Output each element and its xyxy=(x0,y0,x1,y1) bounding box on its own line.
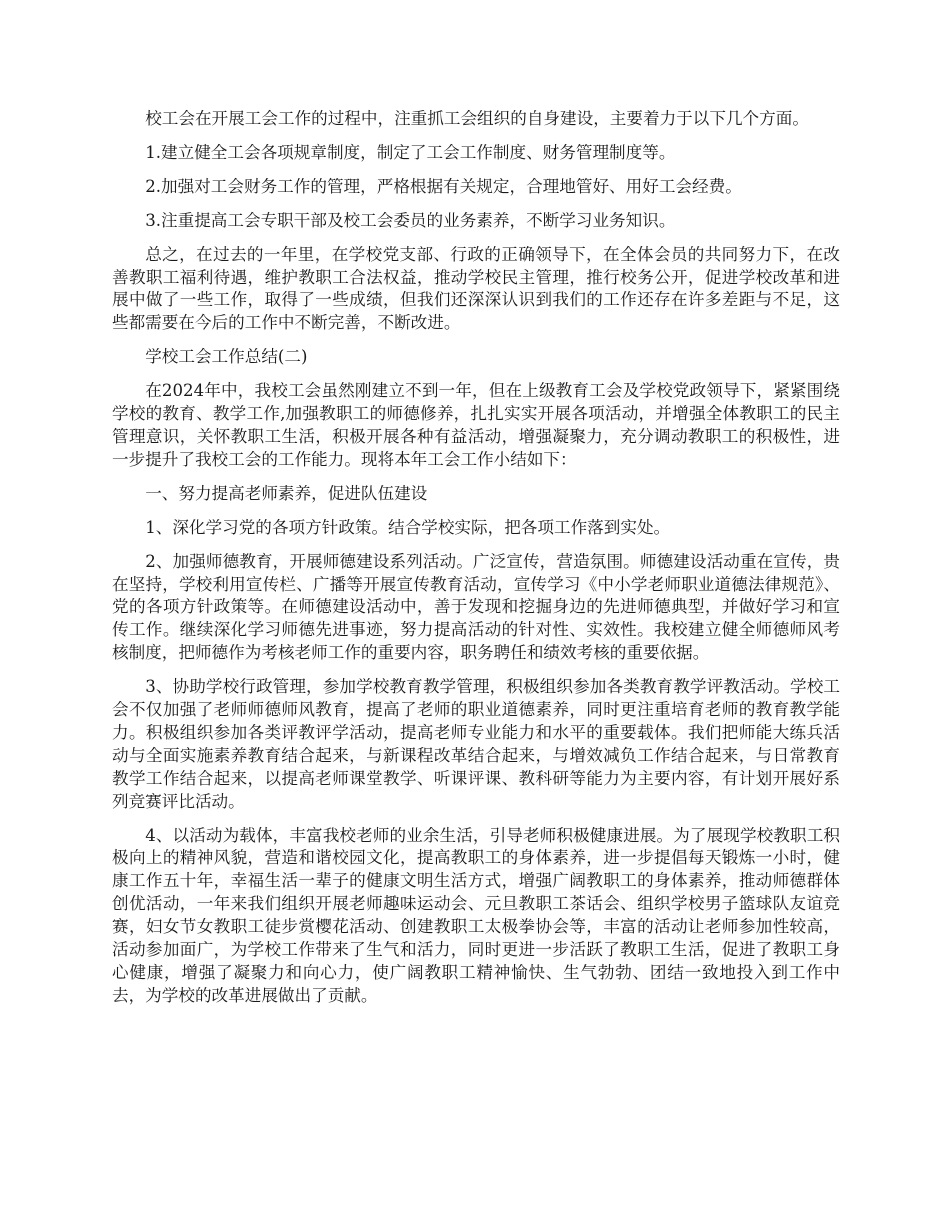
document-body xyxy=(112,108,840,1019)
paragraph-item-1: 1.建立健全工会各项规章制度，制定了工会工作制度、财务管理制度等。 xyxy=(145,142,676,162)
subsection-heading-1: 一、努力提高老师素养，促进队伍建设 xyxy=(145,483,428,503)
paragraph-point-1: 1、深化学习党的各项方针政策。结合学校实际，把各项工作落到实处。 xyxy=(145,517,671,537)
paragraph-summary-intro: 在2024年中，我校工会虽然刚建立不到一年，但在上级教育工会及学校党政领导下，紧紧围绕学校的教育、教学工作,加强教职工的师德修养，扎扎实实开展各项活动，并增强全体教职工的民主管理意识，关怀教职工生活，积极开展各种有益活动，增强凝聚力，充分调动教职工的积极性，进一步提升了我校工会的工作能力。现将本年工会工作小结如下： xyxy=(112,381,840,469)
paragraph-item-2: 2.加强对工会财务工作的管理，严格根据有关规定，合理地管好、用好工会经费。 xyxy=(145,176,742,196)
section-heading-2: 学校工会工作总结(二) xyxy=(145,347,308,367)
paragraph-point-3: 3、协助学校行政管理，参加学校教育教学管理，积极组织参加各类教育教学评教活动。学校工会不仅加强了老师师德师风教育，提高了老师的职业道德素养，同时更注重培育老师的教育教学能力。积极组织参加各类评教评学活动，提高老师专业能力和水平的重要载体。我们把师能大练兵活动与全面实施素养教育结合起来，与新课程改革结合起来，与增效减负工作结合起来，与日常教育教学工作结合起来，以提高老师课堂教学、听课评课、教科研等能力为主要内容，有计划开展好系列竞赛评比活动。 xyxy=(112,677,840,811)
paragraph-conclusion: 总之，在过去的一年里，在学校党支部、行政的正确领导下，在全体会员的共同努力下，在改善教职工福利待遇，维护教职工合法权益，推动学校民主管理，推行校务公开，促进学校改革和进展中做了一些工作，取得了一些成绩，但我们还深深认识到我们的工作还存在许多差距与不足，这些都需要在今后的工作中不断完善，不断改进。 xyxy=(112,244,840,333)
paragraph-intro: 校工会在开展工会工作的过程中，注重抓工会组织的自身建设，主要着力于以下几个方面。 xyxy=(145,109,809,128)
paragraph-item-3: 3.注重提高工会专职干部及校工会委员的业务素养，不断学习业务知识。 xyxy=(145,210,676,230)
paragraph-point-4: 4、以活动为载体，丰富我校老师的业余生活，引导老师积极健康进展。为了展现学校教职工积极向上的精神风貌，营造和谐校园文化，提高教职工的身体素养，进一步提倡每天锻炼一小时，健康工作五十年，幸福生活一辈子的健康文明生活方式，增强广阔教职工的身体素养，推动师德群体创优活动，一年来我们组织开展老师趣味运动会、元旦教职工茶话会、组织学校男子篮球队友谊竞赛，妇女节女教职工徒步赏樱花活动、创建教职工太极拳协会等，丰富的活动让老师参加性较高，活动参加面广，为学校工作带来了生气和活力，同时更进一步活跃了教职工生活，促进了教职工身心健康，增强了凝聚力和向心力，使广阔教职工精神愉快、生气勃勃、团结一致地投入到工作中去，为学校的改革进展做出了贡献。 xyxy=(112,825,840,1005)
paragraph-point-2: 2、加强师德教育，开展师德建设系列活动。广泛宣传，营造氛围。师德建设活动重在宣传，贵在坚持，学校利用宣传栏、广播等开展宣传教育活动，宣传学习《中小学老师职业道德法律规范》、党的各项方针政策等。在师德建设活动中，善于发现和挖掘身边的先进师德典型，并做好学习和宣传工作。继续深化学习师德先进事迹，努力提高活动的针对性、实效性。我校建立健全师德师风考核制度，把师德作为考核老师工作的重要内容，职务聘任和绩效考核的重要依据。 xyxy=(112,551,840,663)
